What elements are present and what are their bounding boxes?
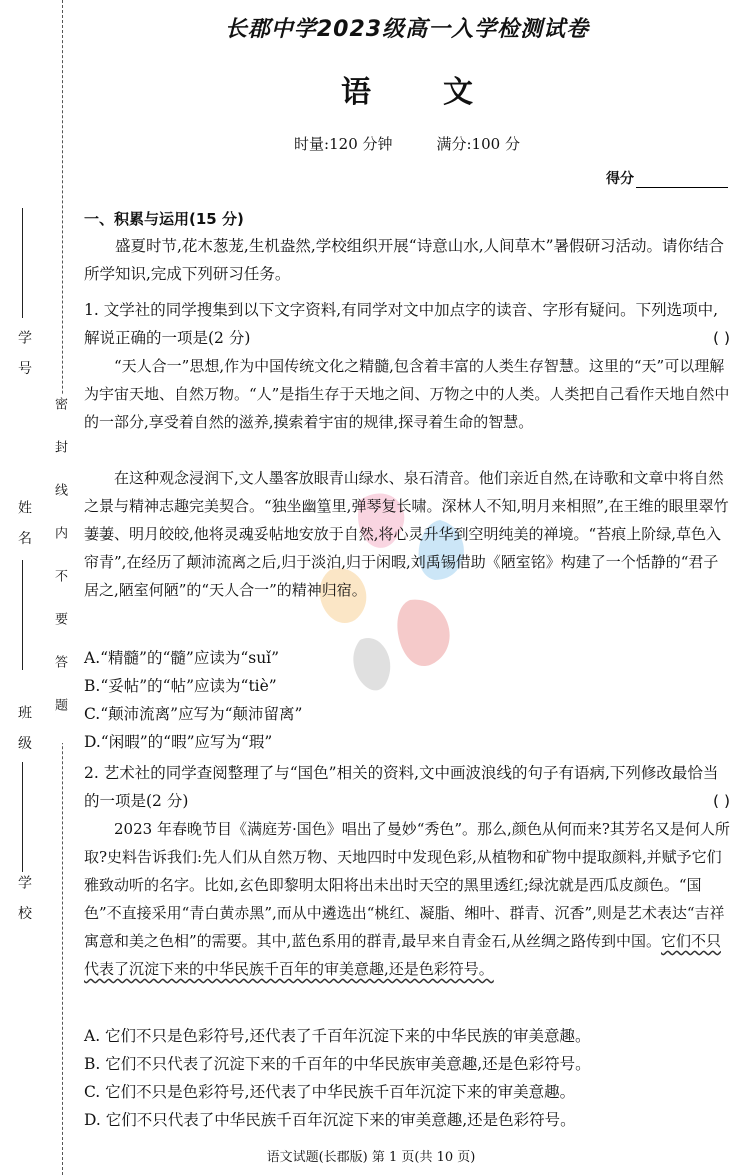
q1-answer-bracket[interactable]: ( ) (712, 329, 730, 347)
exam-page (84, 0, 730, 1129)
q2-wavy-sentence: 它们不只代表了沉淀下来的中华民族千百年的审美意趣,还是色彩符号。 (84, 932, 721, 978)
q2-answer-bracket[interactable]: ( ) (712, 792, 730, 810)
section-intro: 盛夏时节,花木葱茏,生机盎然,学校组织开展“诗意山水,人间草木”暑假研习活动。请你结合所学知识,完成下列研习任务。 (84, 237, 725, 283)
q2-option-b[interactable]: B. 它们不只代表了沉淀下来的千百年的中华民族审美意趣,还是色彩符号。 (84, 1055, 591, 1073)
q2-option-d[interactable]: D. 它们不只代表了中华民族千百年沉淀下来的审美意趣,还是色彩符号。 (84, 1111, 576, 1129)
score-field[interactable] (606, 168, 728, 188)
question-1 (84, 296, 730, 352)
q2-stem: 2. 艺术社的同学查阅整理了与“国色”相关的资料,文中画波浪线的句子有语病,下列修改最恰当的一项是(2 分) (84, 764, 719, 810)
student-no-line (22, 208, 23, 318)
time-limit: 时量:120 分钟 (294, 135, 393, 153)
score-blank[interactable] (636, 173, 728, 188)
page-footer: 语文试题(长郡版) 第 1 页(共 10 页) (266, 1150, 476, 1165)
q2-passage-text: 2023 年春晚节目《满庭芳·国色》唱出了曼妙“秀色”。那么,颜色从何而来?其芳名又是何人所取?史料告诉我们:先人们从自然万物、天地四时中发现色彩,从植物和矿物中提取颜料,并赋予它们雅致动听的名字。比如,玄色即黎明太阳将出未出时天空的黑里透红;绿沈就是西瓜皮颜色。“国色”不直接采用“青白黄赤黑”,而从中遴选出“桃红、凝脂、缃叶、群青、沉香”,则是艺术表达“吉祥寓意和美之色相”的需要。其中,蓝色系用的群青,最早来自青金石,从丝绸之路传到中国。 (84, 820, 730, 950)
class-line (22, 762, 23, 872)
q1-option-c[interactable]: C.“颠沛流离”应写为“颠沛留离” (84, 705, 303, 723)
question-2 (84, 759, 730, 815)
full-score: 满分:100 分 (436, 135, 520, 153)
name-label: 姓 名 (16, 500, 32, 551)
q1-stem: 1. 文学社的同学搜集到以下文字资料,有同学对文中加点字的读音、字形有疑问。下列选项中,解说正确的一项是(2 分) (84, 301, 719, 347)
q2-option-a[interactable]: A. 它们不只是色彩符号,还代表了千百年沉淀下来的中华民族的审美意趣。 (84, 1027, 591, 1045)
subject-char-2: 文 (443, 75, 473, 110)
exam-title: 长郡中学2023级高一入学检测试卷 (224, 17, 590, 42)
q2-passage (84, 815, 730, 983)
section-title: 一、积累与运用(15 分) (84, 210, 244, 228)
q1-passage-1: “天人合一”思想,作为中国传统文化之精髓,包含着丰富的人类生存智慧。这里的“天”可以理解为宇宙天地、自然万物。“人”是指生存于天地之间、万物之中的人类。人类把自己看作天地自然中的一部分,享受着自然的滋养,摸索着宇宙的规律,探寻着生命的智慧。 (84, 357, 730, 431)
subject-char-1: 语 (341, 75, 371, 110)
student-no-label: 学 号 (16, 330, 32, 381)
q1-option-b[interactable]: B.“妥帖”的“帖”应读为“tiè” (84, 677, 277, 695)
exam-meta (84, 133, 730, 154)
score-label: 得分 (606, 171, 634, 187)
school-label: 学 校 (16, 875, 32, 926)
q1-passage-2: 在这种观念浸润下,文人墨客放眼青山绿水、泉石清音。他们亲近自然,在诗歌和文章中将自然之景与精神志趣完美契合。“独坐幽篁里,弹琴复长啸。深林人不知,明月来相照”,在王维的眼里翠竹萋萋、明月皎皎,他将灵魂妥帖地安放于自然,将心灵升华到空明纯美的禅境。“苔痕上阶绿,草色入帘青”,在经历了颠沛流离之后,归于淡泊,归于闲暇,刘禹锡借助《陋室铭》构建了一个恬静的“君子居之,陋室何陋”的“天人合一”的精神归宿。 (84, 469, 729, 599)
seal-notice: 密封线内不要答题 (52, 397, 67, 741)
name-line (22, 560, 23, 670)
q2-option-c[interactable]: C. 它们不只是色彩符号,还代表了中华民族千百年沉淀下来的审美意趣。 (84, 1083, 576, 1101)
q1-option-d[interactable]: D.“闲暇”的“暇”应写为“瑕” (84, 733, 273, 751)
subject-title (84, 67, 730, 111)
class-label: 班 级 (16, 705, 32, 756)
binding-margin (0, 0, 90, 1175)
q1-option-a[interactable]: A.“精髓”的“髓”应读为“suǐ” (84, 649, 280, 667)
